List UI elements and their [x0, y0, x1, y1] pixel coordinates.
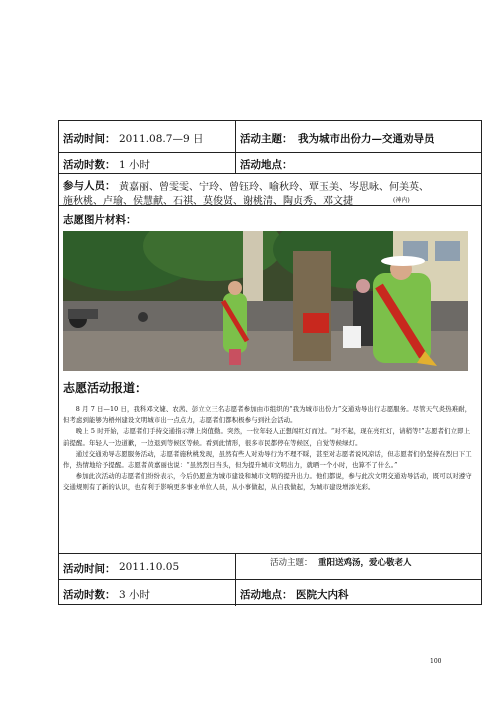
cell-activity1-time [59, 121, 235, 152]
activity1-theme-label: 活动主题： [240, 133, 293, 145]
participants-note: (神内) [393, 197, 410, 204]
participants-line-1: 黄嘉丽、曾雯雯、宁玲、曾钰玲、喻秋玲、覃玉美、岑思咏、何美英、 [119, 182, 429, 193]
report-paragraph-1: 8 月 7 日—10 日，我科邓文婕、农茜、彭立立三名志愿者参加由市组织的“我为城市出份力”交通劝导出行志愿服务。尽管天气炎热难耐，但考虑到能够为梧州建设文明城市出一点点力，志愿者们都积极参与到社会活动。 [63, 405, 472, 425]
activity2-time-label: 活动时间： [63, 563, 116, 575]
activity2-theme-value: 重阳送鸡汤，爱心敬老人 [318, 558, 412, 568]
activity2-hours-label: 活动时数： [63, 589, 116, 601]
report-body [63, 404, 475, 494]
activity1-hours-value: 1 小时 [119, 159, 151, 171]
activity1-time-value: 2011.08.7—9 日 [119, 133, 204, 145]
row-activity1-participants [59, 174, 481, 206]
activity1-theme-value: 我为城市出份力—交通劝导员 [298, 133, 435, 145]
activity2-location-label: 活动地点： [240, 589, 293, 601]
activity2-theme-label: 活动主题： [270, 558, 313, 568]
cell-activity1-location [235, 153, 483, 173]
photo-label: 志愿图片材料： [63, 214, 137, 226]
report-paragraph-2: 晚上 5 时开始，志愿者们手持交通指示牌上岗值勤。突然，一位年轻人正想闯红灯而过。“对不起，现在亮红灯，请稍等!”志愿者们立即上前提醒。年轻人一边道歉，一边退到等候区等候。看到此情形，很多市民都停在等候区，自觉等候绿灯。 [63, 427, 471, 447]
row-activity2-hours-location [59, 580, 481, 606]
cell-activity2-time [59, 554, 235, 579]
volunteer-record-table [58, 120, 482, 605]
activity2-time-value: 2011.10.05 [119, 561, 180, 573]
row-activity2-time-theme [59, 554, 481, 580]
activity1-hours-label: 活动时数： [63, 159, 116, 171]
activity2-hours-value: 3 小时 [119, 589, 151, 601]
report-paragraph-3: 通过交通劝导志愿服务活动，志愿者施秋桃发现，虽然有些人对劝导行为不理不睬，甚至对志愿者说风凉话，但志愿者们仍坚持在烈日下工作，热情地给予提醒。志愿者黄嘉丽也说：“虽然烈日当头，但为提升城市文明出力，就晒一个小时，也算不了什么。” [63, 449, 472, 470]
photo-illustration [63, 231, 468, 371]
activity2-location-value: 医院大内科 [296, 589, 349, 601]
cell-activity1-theme [235, 121, 483, 152]
report-title: 志愿活动报道： [63, 381, 148, 395]
activity1-time-label: 活动时间： [63, 133, 116, 145]
participants-label: 参与人员： [63, 180, 116, 192]
volunteer-photo [63, 231, 468, 371]
cell-activity2-location [235, 580, 483, 606]
report-paragraph-4: 参加此次活动的志愿者们纷纷表示，今后仍愿意为城市建设和城市文明的提升出力。他们都说，参与此次文明交通劝导活动，既可以对遵守交通规则有了新的认识，也有利于影响更多事业单位人员，从小事做起，从自我做起，为城市建设增添光彩。 [63, 472, 472, 492]
cell-activity2-hours [59, 580, 235, 606]
row-activity1-hours-location [59, 153, 481, 174]
cell-activity1-hours [59, 153, 235, 173]
cell-activity2-theme [235, 554, 483, 579]
page-number: 100 [430, 658, 442, 665]
row-activity1-time-theme [59, 121, 481, 153]
participants-line-2: 施秋桃、卢瑜、侯慧献、石祺、莫俊贤、谢桃清、陶贞秀、邓文捷 [63, 196, 353, 207]
activity1-location-label: 活动地点： [240, 159, 293, 171]
